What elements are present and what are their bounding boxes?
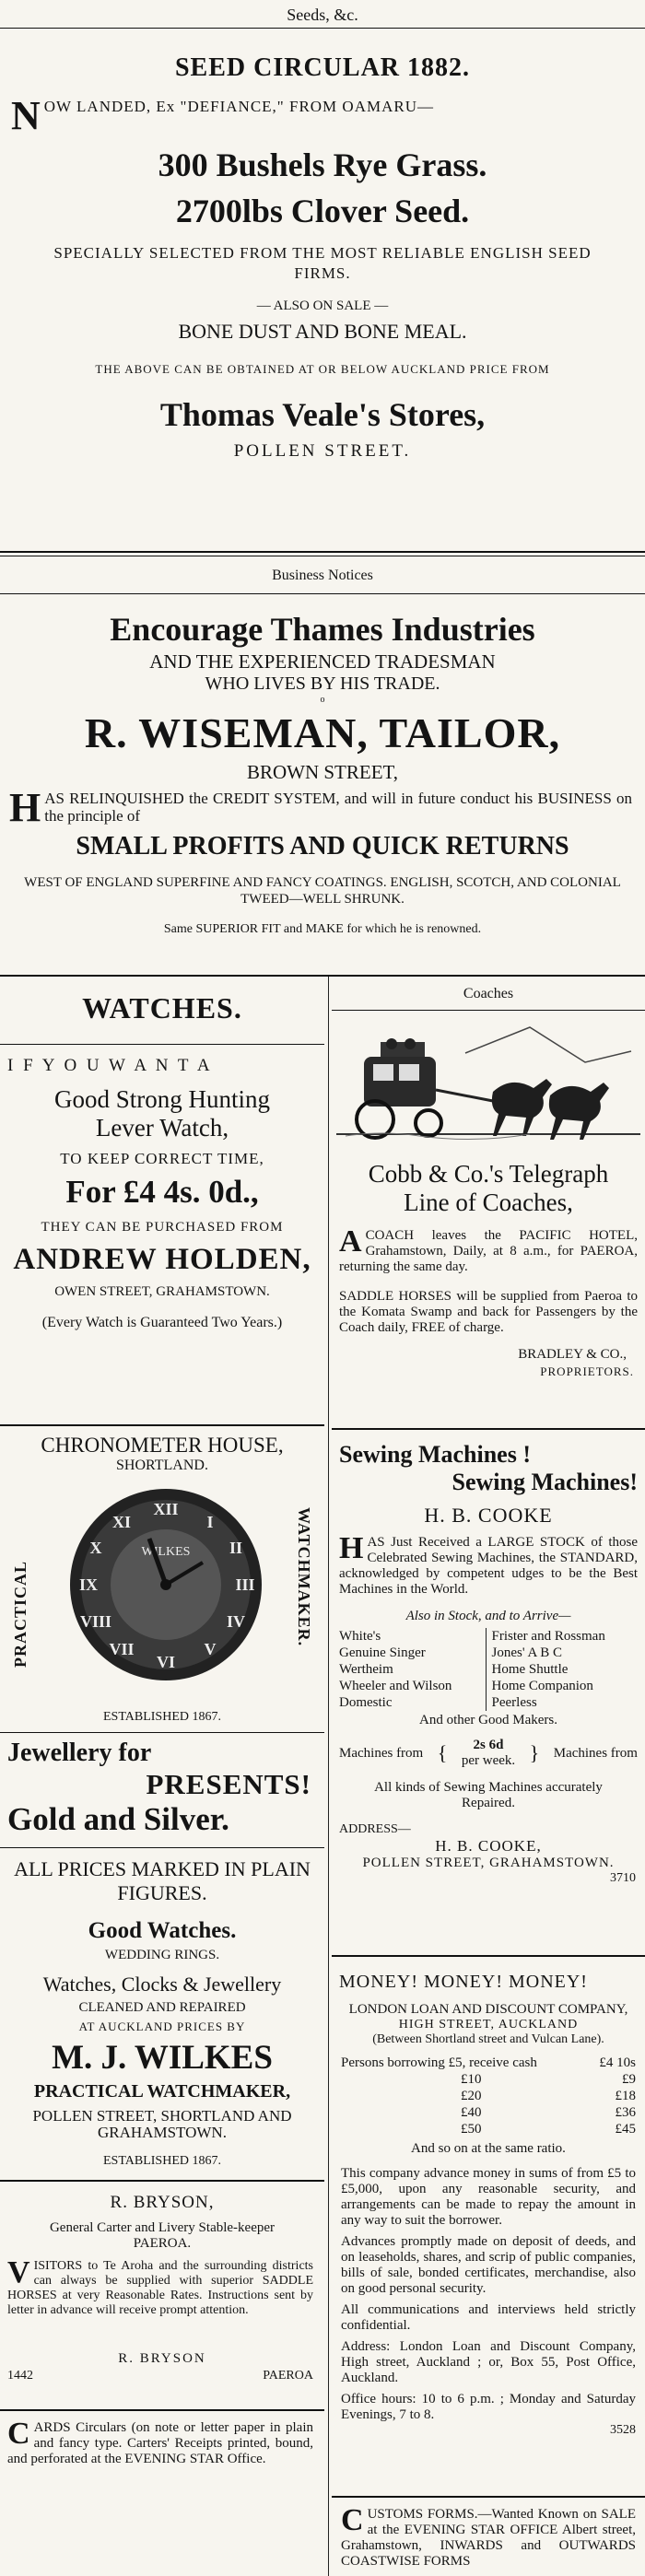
address-street: POLLEN STREET, GRAHAMSTOWN.: [362, 1856, 615, 1870]
holden-name: ANDREW HOLDEN,: [13, 1243, 311, 1276]
wilkes-address: POLLEN STREET, SHORTLAND AND GRAHAMSTOWN.: [32, 2107, 292, 2141]
machine-list-right: [486, 1628, 639, 1711]
watchmaker-side: WATCHMAKER.: [295, 1507, 313, 1647]
money-ad: [332, 1957, 645, 2496]
money-p2: Advances promptly made on deposit of deeds, and on leaseholds, shares, and scrip of public companies, bills of sale, bonded certificates, merchandise, also on good personal security.: [341, 2234, 636, 2296]
loan-row: [341, 2071, 636, 2088]
veale-stores: Thomas Veale's Stores,: [159, 396, 486, 433]
bryson-name: R. BRYSON,: [110, 2193, 215, 2212]
drop-cap: C: [7, 2417, 30, 2451]
svg-text:X: X: [89, 1539, 102, 1557]
svg-text:II: II: [229, 1539, 243, 1557]
svg-text:V: V: [204, 1640, 217, 1658]
clock-block: [0, 1474, 324, 1704]
brown-street: BROWN STREET,: [246, 761, 399, 783]
sewing-body-text: AS Just Received a LARGE STOCK of those Celebrated Sewing Machines, the STANDARD, acknowledged by competent udges to be the Best Machines in the World.: [339, 1535, 638, 1597]
left-column: [0, 977, 324, 2485]
gold-silver: Gold and Silver.: [7, 1801, 229, 1837]
money-high: HIGH STREET, AUCKLAND: [398, 2018, 579, 2032]
loan-amount: Persons borrowing £5, receive cash: [341, 2055, 537, 2070]
machine-item: Home Companion: [491, 1679, 593, 1693]
good-watches: Good Watches.: [88, 1918, 237, 1943]
customs-body: USTOMS FORMS.—Wanted Known on SALE at the EVENING STAR OFFICE Albert street, Grahamstown, INWARDS and OUTWARDS COASTWISE FORMS: [341, 2507, 636, 2569]
sewing-title-2: Sewing Machines!: [452, 1469, 638, 1495]
landed-text: OW LANDED, Ex "DEFIANCE," FROM OAMARU—: [43, 98, 434, 115]
wedding-rings: WEDDING RINGS.: [104, 1948, 220, 1962]
ad-number: 3710: [610, 1871, 636, 1885]
other-makers: And other Good Makers.: [419, 1713, 557, 1727]
bradley-sign: BRADLEY & CO.,: [518, 1347, 627, 1362]
tailor-sub1: AND THE EXPERIENCED TRADESMAN: [149, 650, 496, 673]
presents: PRESENTS!: [146, 1768, 311, 1800]
money-p5: Office hours: 10 to 6 p.m. ; Monday and Saturday Evenings, 7 to 8.: [341, 2392, 636, 2422]
clover-seed: 2700lbs Clover Seed.: [175, 193, 470, 229]
loan-cash: £36: [615, 2105, 636, 2120]
stagecoach-icon: [336, 1016, 640, 1154]
loan-amount: £50: [461, 2122, 482, 2137]
cooke-name: H. B. COOKE: [424, 1504, 553, 1527]
tailor-sub2: WHO LIVES BY HIS TRADE.: [205, 673, 440, 694]
bryson-body: [0, 2252, 324, 2342]
good-hunting: Good Strong Hunting: [53, 1085, 270, 1113]
machine-item: Wheeler and Wilson: [339, 1679, 452, 1693]
sewing-ad: [332, 1430, 645, 1955]
watches-clocks: Watches, Clocks & Jewellery: [42, 1973, 282, 1996]
guarantee: (Every Watch is Guaranteed Two Years.): [41, 1315, 283, 1330]
loan-cash: £9: [622, 2072, 636, 2087]
loan-row: [341, 2088, 636, 2104]
divider: [332, 1010, 645, 1011]
svg-text:XI: XI: [111, 1513, 132, 1531]
bone-dust: BONE DUST AND BONE MEAL.: [178, 320, 467, 343]
jewellery-for: Jewellery for: [7, 1739, 152, 1767]
loan-cash: £45: [615, 2122, 636, 2137]
loan-amount: £10: [461, 2072, 482, 2087]
practical-side: PRACTICAL: [11, 1560, 29, 1668]
cobb-subtitle: Line of Coaches,: [404, 1188, 573, 1216]
practical-watchmaker: PRACTICAL WATCHMAKER,: [33, 2081, 291, 2102]
sewing-title-1: Sewing Machines !: [339, 1441, 531, 1468]
drop-cap: H: [339, 1531, 364, 1565]
purchased-from: THEY CAN BE PURCHASED FROM: [41, 1220, 284, 1235]
page-header: [0, 0, 645, 26]
coach-body: [332, 1217, 645, 1278]
loan-row: [341, 2121, 636, 2137]
loan-row: [341, 2055, 636, 2071]
money-title: MONEY! MONEY! MONEY!: [339, 1972, 588, 1992]
tailor-ad: [0, 603, 645, 971]
wilkes-name: M. J. WILKES: [52, 2039, 273, 2077]
address-name: H. B. COOKE,: [435, 1837, 542, 1855]
drop-cap: N: [11, 93, 41, 138]
rate-amount: 2s 6d: [473, 1738, 504, 1752]
clock-wordmark: WILKES: [141, 1545, 191, 1559]
divider: [0, 551, 645, 553]
machine-item: Home Shuttle: [491, 1662, 569, 1677]
drop-cap: H: [9, 785, 41, 830]
cards-body: ARDS Circulars (on note or letter paper in plain and fancy type. Carters' Receipts printed, bound, and perforated at the EVENING STAR Office.: [7, 2420, 313, 2466]
bryson-body-text: ISITORS to Te Aroha and the surrounding districts can always be supplied with superior SADDLE HORSES at very Reasonable Rates. Instructions sent by letter in advance will receive prompt attention.: [7, 2259, 313, 2317]
divider: [0, 1847, 324, 1848]
bryson-general: General Carter and Livery Stable-keeper: [49, 2220, 276, 2235]
auckland-prices: AT AUCKLAND PRICES BY: [78, 2020, 246, 2033]
money-p1: This company advance money in sums of from £5 to £5,000, upon any reasonable security, and arrangements can be made to repay the amount in any way to suit the borrower.: [341, 2166, 636, 2228]
brace-open: {: [437, 1741, 448, 1764]
so-on: And so on at the same ratio.: [411, 2141, 566, 2156]
landed-line: [0, 83, 645, 142]
chrono-title: CHRONOMETER HOUSE,: [41, 1434, 284, 1457]
loan-cash: £18: [615, 2089, 636, 2103]
svg-text:VI: VI: [156, 1653, 176, 1671]
loan-amount: £20: [461, 2089, 482, 2103]
coaches-header: Coaches: [463, 986, 514, 1001]
coatings: WEST OF ENGLAND SUPERFINE AND FANCY COATINGS. ENGLISH, SCOTCH, AND COLONIAL TWEED—WELL SHRUNK.: [24, 875, 621, 907]
customs-ad: [332, 2498, 645, 2571]
loan-table: [332, 2047, 645, 2137]
wiseman-name: R. WISEMAN, TAILOR,: [84, 709, 561, 756]
bryson-footer: [0, 2367, 324, 2383]
brace-close: }: [529, 1741, 540, 1764]
repair-line: All kinds of Sewing Machines accurately Repaired.: [374, 1780, 603, 1810]
column-divider: [328, 977, 329, 2576]
machine-item: White's: [339, 1629, 381, 1644]
ornament: o: [320, 695, 325, 705]
seed-title: SEED CIRCULAR 1882.: [174, 53, 471, 82]
pollen-street: POLLEN STREET.: [233, 441, 412, 461]
svg-text:VII: VII: [109, 1640, 135, 1658]
proprietors: PROPRIETORS.: [540, 1364, 634, 1378]
svg-text:IX: IX: [78, 1575, 99, 1594]
bryson-town-2: PAEROA: [263, 2369, 313, 2383]
cleaned-repaired: CLEANED AND REPAIRED: [78, 2000, 246, 2015]
machines-from-2: Machines from: [553, 1745, 638, 1761]
rate-block: [462, 1738, 515, 1769]
bryson-sign: R. BRYSON: [118, 2351, 206, 2366]
obtain-line: THE ABOVE CAN BE OBTAINED AT OR BELOW AUCKLAND PRICE FROM: [95, 362, 550, 376]
svg-text:I: I: [206, 1513, 214, 1531]
machine-item: Wertheim: [339, 1662, 393, 1677]
svg-text:IV: IV: [226, 1612, 246, 1631]
chronometer-ad: [0, 1434, 324, 2180]
drop-cap: V: [7, 2255, 30, 2289]
rate-week: per week.: [461, 1753, 516, 1768]
machine-item: Frister and Rossman: [491, 1629, 605, 1644]
watches-ad: [0, 991, 324, 1424]
money-p3: All communications and interviews held strictly confidential.: [341, 2302, 636, 2333]
machine-item: Domestic: [339, 1695, 393, 1710]
svg-text:VIII: VIII: [79, 1612, 112, 1631]
drop-cap: A: [339, 1224, 362, 1259]
cards-ad: [0, 2411, 324, 2485]
machine-list: [332, 1624, 645, 1711]
slogan: SMALL PROFITS AND QUICK RETURNS: [76, 832, 569, 861]
divider: [0, 1424, 324, 1426]
also-on-sale: — ALSO ON SALE —: [256, 299, 389, 313]
business-notices-header: Business Notices: [272, 568, 373, 583]
drop-cap: C: [341, 2503, 364, 2537]
bryson-ad: [0, 2193, 324, 2409]
watches-title: WATCHES.: [82, 991, 242, 1025]
seed-firms: SPECIALLY SELECTED FROM THE MOST RELIABLE ENGLISH SEED FIRMS.: [53, 244, 592, 282]
also-in-stock: Also in Stock, and to Arrive—: [405, 1609, 571, 1623]
loan-cash: £4 10s: [599, 2055, 636, 2070]
machine-item: Genuine Singer: [339, 1645, 426, 1660]
money-office: LONDON LOAN AND DISCOUNT COMPANY,: [348, 2002, 628, 2017]
divider: [0, 2180, 324, 2182]
right-column: [332, 977, 645, 2571]
sewing-body: [332, 1528, 645, 1599]
tailor-body-text: AS RELINQUISHED the CREDIT SYSTEM, and will in future conduct his BUSINESS on the principle of: [44, 790, 632, 825]
loan-amount: £40: [461, 2105, 482, 2120]
tailor-body: [0, 784, 645, 830]
cobb-title: Cobb & Co.'s Telegraph: [368, 1160, 609, 1188]
want-line: I F Y O U W A N T A: [7, 1056, 213, 1075]
svg-text:III: III: [235, 1575, 255, 1594]
ad-number: 1442: [7, 2369, 33, 2383]
section-title: Seeds, &c.: [287, 6, 358, 24]
machine-item: Jones' A B C: [491, 1645, 562, 1660]
watch-price: For £4 4s. 0d.,: [65, 1174, 259, 1210]
saddle-horses: SADDLE HORSES will be supplied from Paeroa to the Komata Swamp and back for Passengers by the Coach daily, FREE of charge.: [339, 1289, 638, 1335]
clock-face-icon: [64, 1481, 267, 1693]
correct-time: TO KEEP CORRECT TIME,: [60, 1150, 264, 1167]
established: ESTABLISHED 1867.: [103, 1710, 221, 1724]
coaches-ad: [332, 986, 645, 1428]
rye-grass: 300 Bushels Rye Grass.: [158, 146, 487, 183]
same-fit: Same SUPERIOR FIT and MAKE for which he is renowned.: [163, 922, 482, 936]
all-prices: ALL PRICES MARKED IN PLAIN FIGURES.: [14, 1857, 311, 1904]
svg-text:XII: XII: [153, 1500, 179, 1518]
divider: [0, 593, 645, 594]
rate-line: [332, 1728, 645, 1769]
established-2: ESTABLISHED 1867.: [103, 2154, 221, 2168]
seed-ad: [0, 37, 645, 553]
bryson-town: PAEROA.: [133, 2236, 192, 2251]
chrono-sub: SHORTLAND.: [116, 1458, 208, 1473]
machine-list-left: [339, 1628, 486, 1711]
loan-row: [341, 2104, 636, 2121]
divider: [0, 28, 645, 29]
thames-headline: Encourage Thames Industries: [110, 611, 535, 648]
money-p4: Address: London Loan and Discount Company, High street, Auckland ; or, Box 55, Post Office, Auckland.: [341, 2339, 636, 2385]
ad-number: 3528: [610, 2423, 636, 2437]
coach-body-text: COACH leaves the PACIFIC HOTEL, Grahamstown, Daily, at 8 a.m., for PAEROA, returning the same day.: [339, 1228, 638, 1274]
lever-watch: Lever Watch,: [95, 1114, 229, 1142]
address-label: ADDRESS—: [339, 1822, 411, 1836]
machines-from-1: Machines from: [339, 1745, 424, 1761]
owen-street: OWEN STREET, GRAHAMSTOWN.: [54, 1284, 270, 1299]
machine-item: Peerless: [491, 1695, 537, 1710]
money-between: (Between Shortland street and Vulcan Lane).: [372, 2032, 604, 2046]
